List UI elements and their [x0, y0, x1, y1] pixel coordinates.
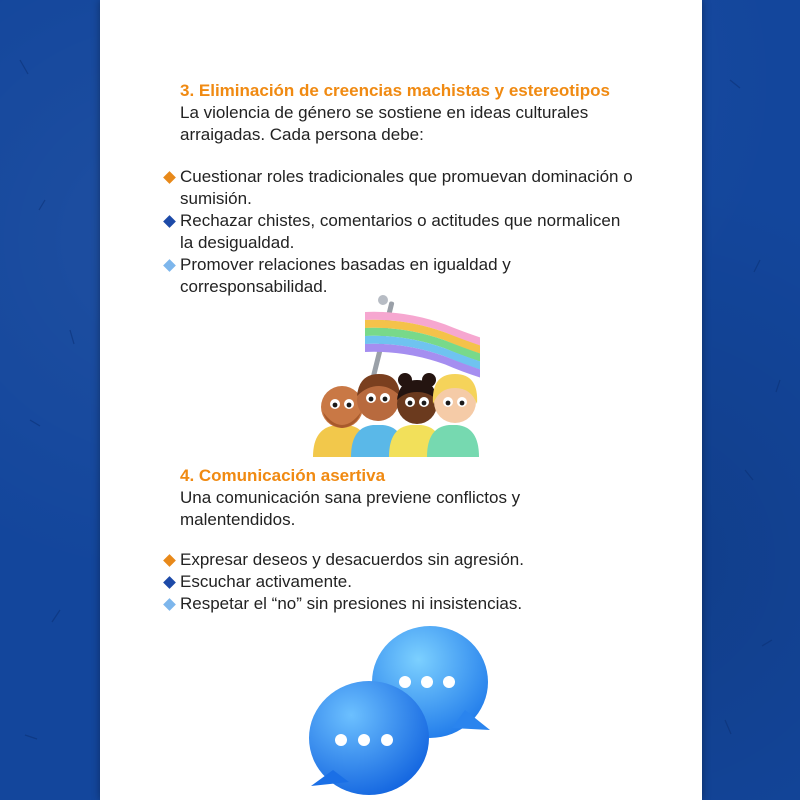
- list-item-text: Cuestionar roles tradicionales que promuevan dominación o sumisión.: [180, 167, 633, 208]
- list-item-text: Escuchar activamente.: [180, 572, 352, 591]
- diverse-group-with-rainbow-flag-icon: [305, 292, 480, 457]
- navy-diamond-bullet-icon: [163, 215, 176, 228]
- list-item: [164, 210, 634, 254]
- list-item-text: Rechazar chistes, comentarios o actitudes que normalicen la desigualdad.: [180, 211, 621, 252]
- section-3-list: [164, 166, 634, 298]
- light-blue-diamond-bullet-icon: [163, 259, 176, 272]
- list-item-text: Expresar deseos y desacuerdos sin agresión.: [180, 550, 524, 569]
- list-item-text: Respetar el “no” sin presiones ni insistencias.: [180, 594, 523, 613]
- section-4-list: [164, 549, 634, 615]
- section-4-title: 4. Comunicación asertiva: [180, 466, 386, 485]
- document-page: [100, 0, 702, 800]
- light-blue-diamond-bullet-icon: [163, 598, 176, 611]
- navy-diamond-bullet-icon: [163, 576, 176, 589]
- list-item: [164, 571, 634, 593]
- list-item: [164, 166, 634, 210]
- list-item: [164, 549, 634, 571]
- list-item: [164, 593, 634, 615]
- chat-bubbles-icon: [305, 620, 500, 795]
- orange-diamond-bullet-icon: [163, 554, 176, 567]
- orange-diamond-bullet-icon: [163, 171, 176, 184]
- section-4-intro: Una comunicación sana previene conflictos y malentendidos.: [180, 488, 521, 529]
- section-3-title: 3. Eliminación de creencias machistas y estereotipos: [180, 81, 610, 100]
- section-3-intro: La violencia de género se sostiene en ideas culturales arraigadas. Cada persona debe:: [180, 103, 589, 144]
- list-item-text: Promover relaciones basadas en igualdad y corresponsabilidad.: [180, 255, 511, 296]
